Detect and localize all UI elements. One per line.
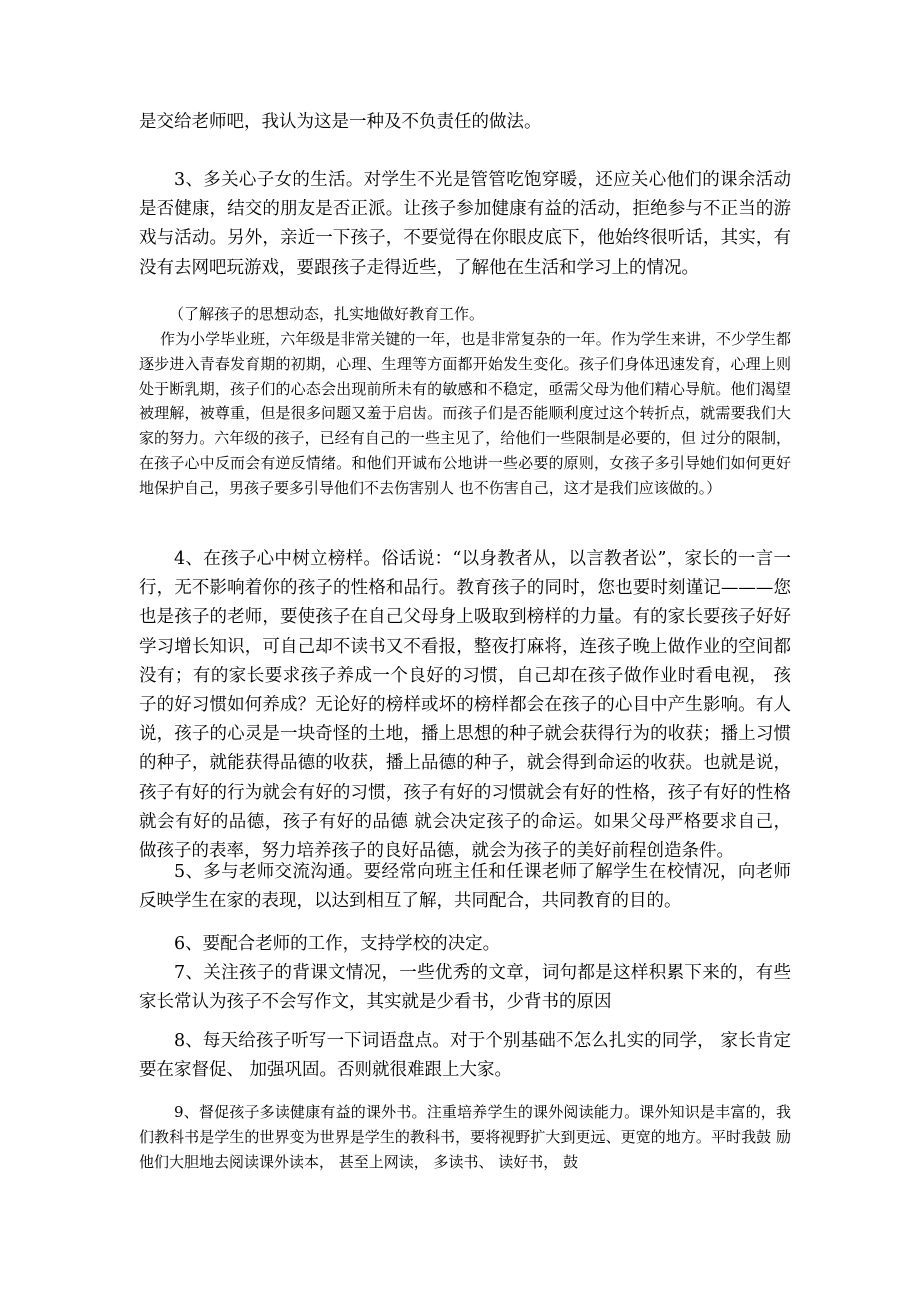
paragraph-point-5: 5、多与老师交流沟通。要经常向班主任和任课老师了解学生在校情况，向老师反映学生在家的表现，以达到相互了解，共同配合，共同教育的目的。 (139, 862, 791, 912)
paragraph-point-8: 8、每天给孩子听写一下词语盘点。对于个别基础不怎么扎实的同学， 家长肯定要在家督促、 加强巩固。否则就很难跟上大家。 (139, 1031, 791, 1081)
paragraph-point-4: 4、在孩子心中树立榜样。俗话说：“以身教者从，以言教者讼”，家长的一言一行，无不影响着你的孩子的性格和品行。教育孩子的同时，您也要时刻谨记———您也是孩子的老师，要使孩子在自己父母身上吸取到榜样的力量。有的家长要孩子好好学习增长知识，可自己却不读书又不看报，整夜打麻将，连孩子晚上做作业的空间都没有；有的家长要求孩子养成一个良好的习惯，自己却在孩子做作业时看电视， 孩子的好习惯如何养成？无论好的榜样或坏的榜样都会在孩子的心目中产生影响。有人说，孩子的心灵是一块奇怪的土地，播上思想的种子就会获得行为的收获；播上习惯的种子，就能获得品德的收获，播上品德的种子，就会得到命运的收获。也就是说，孩子有好的行为就会有好的习惯，孩子有好的习惯就会有好的性格，孩子有好的性格就会有好的品德，孩子有好的品德 就会决定孩子的命运。如果父母严格要求自己，做孩子的表率，努力培养孩子的良好品德，就会为孩子的美好前程创造条件。 (139, 549, 791, 862)
paragraph-point-6: 6、要配合老师的工作，支持学校的决定。 (174, 934, 501, 954)
paragraph-point-9: 9、督促孩子多读健康有益的课外书。注重培养学生的课外阅读能力。课外知识是丰富的，我们教科书是学生的世界变为世界是学生的教科书，要将视野扩大到更远、更宽的地方。平时我鼓 励他们大胆地去阅读课外读本， 甚至上网读， 多读书、 读好书， 鼓 (139, 1103, 791, 1171)
paragraph-point-7: 7、关注孩子的背课文情况，一些优秀的文章，词句都是这样积累下来的，有些家长常认为孩子不会写作文，其实就是少看书，少背书的原因 (139, 963, 791, 1013)
paragraph-note-body: 作为小学毕业班，六年级是非常关键的一年，也是非常复杂的一年。作为学生来讲，不少学生都逐步进入青春发育期的初期，心理、生理等方面都开始发生变化。孩子们身体迅速发育，心理上则处于断乳期，孩子们的心态会出现前所未有的敏感和不稳定，亟需父母为他们精心导航。他们渴望被理解，被尊重，但是很多问题又羞于启齿。而孩子们是否能顺利度过这个转折点，就需要我们大家的努力。六年级的孩子，已经有自己的一些主见了，给他们一些限制是必要的，但 过分的限制，在孩子心中反而会有逆反情绪。和他们开诚布公地讲一些必要的原则，女孩子多引导她们如何更好地保护自己，男孩子要多引导他们不去伤害别人 也不伤害自己，这才是我们应该做的。） (139, 330, 791, 497)
paragraph-point-3: 3、多关心子女的生活。对学生不光是管管吃饱穿暖，还应关心他们的课余活动是否健康，结交的朋友是否正派。让孩子参加健康有益的活动，拒绝参与不正当的游戏与活动。另外，亲近一下孩子，不要觉得在你眼皮底下，他始终很听话，其实，有没有去网吧玩游戏，要跟孩子走得近些，了解他在生活和学习上的情况。 (139, 170, 791, 278)
paragraph-note-heading: （了解孩子的思想动态，扎实地做好教育工作。 (169, 305, 485, 323)
paragraph-continuation: 是交给老师吧，我认为这是一种及不负责任的做法。 (139, 112, 542, 132)
